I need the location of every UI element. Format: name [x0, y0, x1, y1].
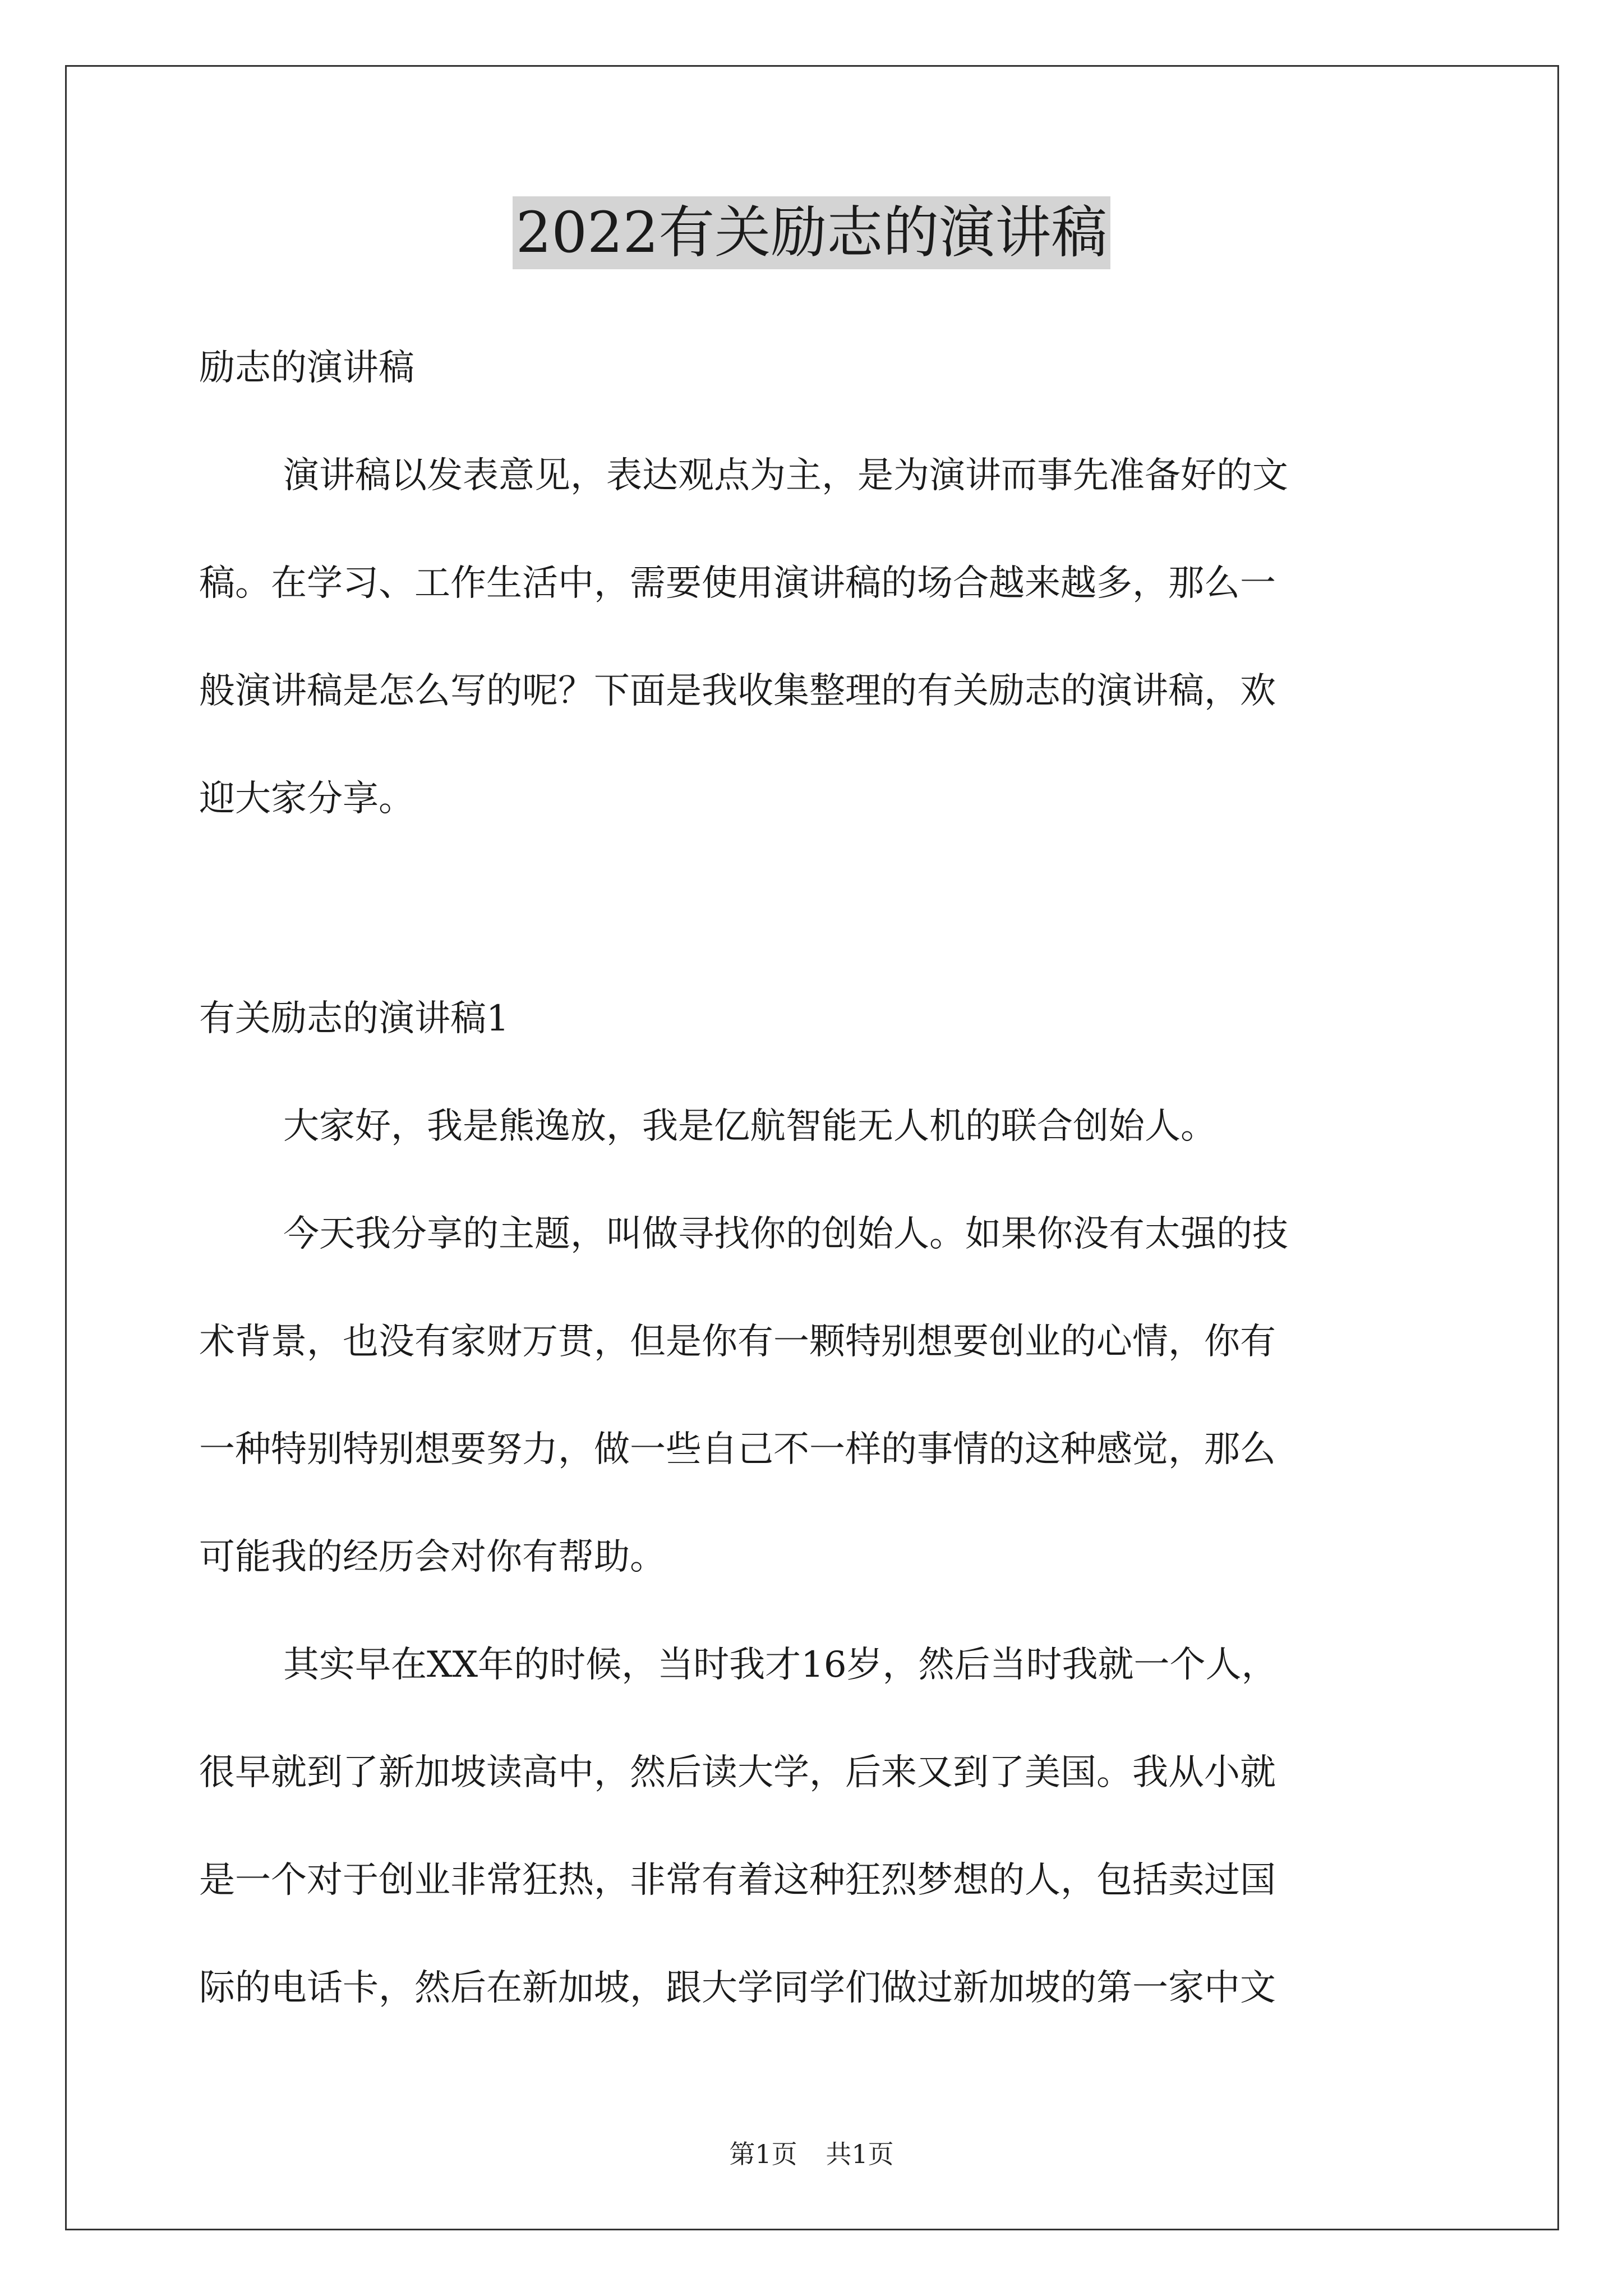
paragraph-line: 际的电话卡，然后在新加坡，跟大学同学们做过新加坡的第一家中文 — [199, 1967, 1276, 2009]
document-title: 2022有关励志的演讲稿 — [513, 196, 1111, 269]
document-body — [199, 314, 1430, 2042]
paragraph-line: 大家好，我是熊逸放，我是亿航智能无人机的联合创始人。 — [283, 1106, 1216, 1147]
paragraph-line: 一种特别特别想要努力，做一些自己不一样的事情的这种感觉，那么 — [199, 1429, 1276, 1470]
intro-line: 演讲稿以发表意见，表达观点为主，是为演讲而事先准备好的文 — [283, 455, 1288, 496]
paragraph-line: 术背景，也没有家财万贯，但是你有一颗特别想要创业的心情，你有 — [199, 1321, 1276, 1363]
intro-line: 般演讲稿是怎么写的呢？下面是我收集整理的有关励志的演讲稿，欢 — [199, 670, 1276, 712]
section-heading: 有关励志的演讲稿1 — [199, 998, 509, 1039]
page-total: 共1页 — [826, 2139, 894, 2169]
intro-line: 迎大家分享。 — [199, 778, 414, 820]
paragraph-line: 今天我分享的主题，叫做寻找你的创始人。如果你没有太强的技 — [283, 1213, 1288, 1255]
page-footer — [0, 2137, 1623, 2171]
subtitle: 励志的演讲稿 — [199, 347, 414, 389]
paragraph-line: 是一个对于创业非常狂热，非常有着这种狂烈梦想的人，包括卖过国 — [199, 1860, 1276, 1901]
section-gap — [199, 853, 1430, 965]
page-number: 第1页 — [729, 2139, 797, 2169]
intro-line: 稿。在学习、工作生活中，需要使用演讲稿的场合越来越多，那么一 — [199, 563, 1276, 604]
paragraph-line: 很早就到了新加坡读高中，然后读大学，后来又到了美国。我从小就 — [199, 1752, 1276, 1793]
paragraph-line: 可能我的经历会对你有帮助。 — [199, 1536, 666, 1578]
title-container — [0, 196, 1623, 269]
paragraph-line: 其实早在XX年的时候，当时我才16岁，然后当时我就一个人， — [283, 1644, 1278, 1686]
